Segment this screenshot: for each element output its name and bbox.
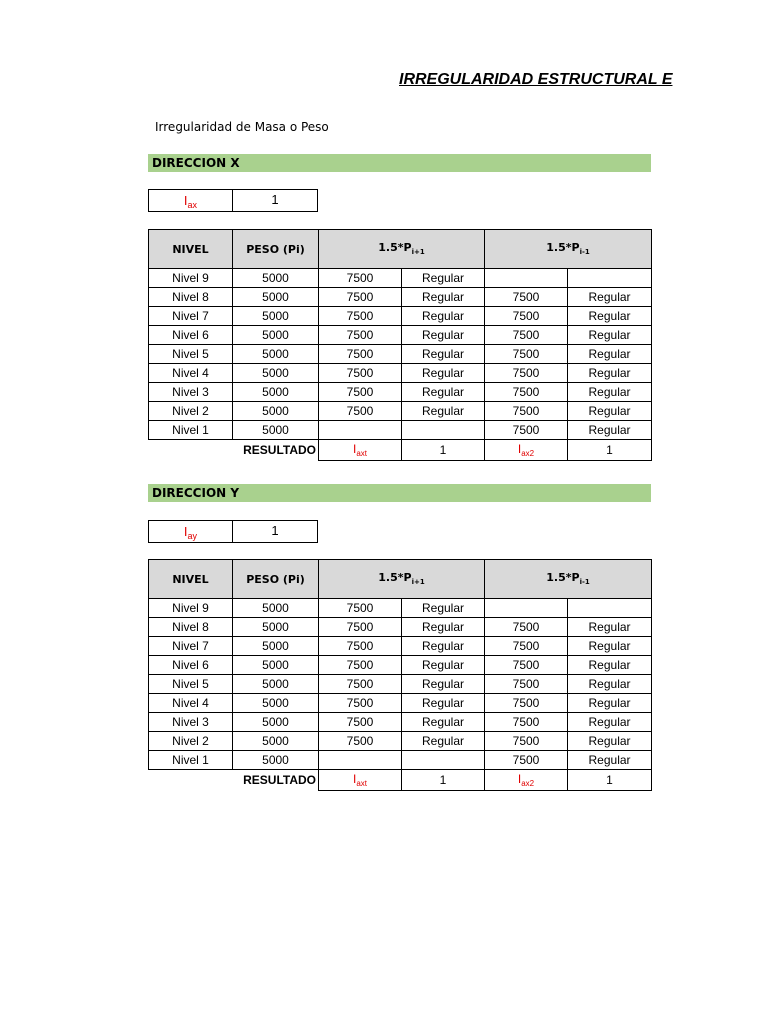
nivel-cell: Nivel 6 — [149, 326, 233, 345]
upper-value-cell: 7500 — [319, 383, 402, 402]
table-row — [149, 307, 652, 326]
upper-status-cell: Regular — [402, 383, 485, 402]
peso-cell: 5000 — [233, 402, 319, 421]
upper-value-cell: 7500 — [319, 345, 402, 364]
upper-status-cell — [402, 421, 485, 440]
nivel-cell: Nivel 9 — [149, 599, 233, 618]
lower-value-cell: 7500 — [485, 402, 568, 421]
lower-status-cell: Regular — [568, 364, 652, 383]
peso-cell: 5000 — [233, 637, 319, 656]
lower-status-cell — [568, 269, 652, 288]
table-row — [149, 326, 652, 345]
upper-value-cell: 7500 — [319, 618, 402, 637]
nivel-cell: Nivel 3 — [149, 383, 233, 402]
header-upper: $1.5*P_{i+1}$ — [319, 560, 485, 599]
lower-value-cell — [485, 269, 568, 288]
header-lower: $1.5*P_{i-1}$ — [485, 560, 652, 599]
lower-value-cell: 7500 — [485, 307, 568, 326]
lower-status-cell: Regular — [568, 713, 652, 732]
peso-cell: 5000 — [233, 421, 319, 440]
result-row — [149, 440, 652, 461]
nivel-cell: Nivel 4 — [149, 694, 233, 713]
direction-y-heading: DIRECCION Y — [148, 484, 651, 502]
peso-cell: 5000 — [233, 694, 319, 713]
mass-table-x — [148, 229, 652, 461]
lower-value-cell: 7500 — [485, 751, 568, 770]
nivel-cell: Nivel 9 — [149, 269, 233, 288]
table-row — [149, 675, 652, 694]
upper-value-cell: 7500 — [319, 732, 402, 751]
upper-status-cell: Regular — [402, 288, 485, 307]
upper-status-cell: Regular — [402, 656, 485, 675]
peso-cell: 5000 — [233, 751, 319, 770]
peso-cell: 5000 — [233, 713, 319, 732]
lower-status-cell: Regular — [568, 694, 652, 713]
lower-status-cell: Regular — [568, 675, 652, 694]
page-title: IRREGULARIDAD ESTRUCTURAL E — [399, 71, 673, 88]
section-subtitle: Irregularidad de Masa o Peso — [155, 120, 329, 134]
upper-status-cell: Regular — [402, 732, 485, 751]
peso-cell: 5000 — [233, 599, 319, 618]
upper-status-cell: Regular — [402, 345, 485, 364]
lower-value-cell: 7500 — [485, 326, 568, 345]
nivel-cell: Nivel 1 — [149, 421, 233, 440]
upper-value-cell: 7500 — [319, 713, 402, 732]
lower-value-cell: 7500 — [485, 637, 568, 656]
peso-cell: 5000 — [233, 307, 319, 326]
lower-status-cell: Regular — [568, 732, 652, 751]
upper-value-cell: 7500 — [319, 307, 402, 326]
result-factor2-label: $I_{ax2}$ — [485, 770, 568, 791]
nivel-cell: Nivel 2 — [149, 732, 233, 751]
upper-value-cell: 7500 — [319, 675, 402, 694]
upper-value-cell: 7500 — [319, 656, 402, 675]
header-peso: PESO (Pi) — [233, 560, 319, 599]
peso-cell: 5000 — [233, 675, 319, 694]
table-row — [149, 751, 652, 770]
lower-value-cell: 7500 — [485, 421, 568, 440]
result-factor1-value: 1 — [402, 770, 485, 791]
table-row — [149, 269, 652, 288]
table-row — [149, 288, 652, 307]
result-factor2-value: 1 — [568, 440, 652, 461]
upper-status-cell: Regular — [402, 269, 485, 288]
table-row — [149, 618, 652, 637]
upper-status-cell: Regular — [402, 364, 485, 383]
result-label: RESULTADO — [243, 443, 316, 458]
lower-value-cell: 7500 — [485, 656, 568, 675]
lower-status-cell: Regular — [568, 656, 652, 675]
lower-status-cell: Regular — [568, 402, 652, 421]
table-row — [149, 694, 652, 713]
lower-value-cell: 7500 — [485, 675, 568, 694]
upper-status-cell: Regular — [402, 713, 485, 732]
lower-status-cell: Regular — [568, 751, 652, 770]
upper-value-cell: 7500 — [319, 269, 402, 288]
result-factor1-label: $I_{axt}$ — [319, 440, 402, 461]
table-row — [149, 713, 652, 732]
lower-status-cell: Regular — [568, 618, 652, 637]
lower-value-cell: 7500 — [485, 732, 568, 751]
table-row — [149, 383, 652, 402]
upper-status-cell: Regular — [402, 637, 485, 656]
peso-cell: 5000 — [233, 383, 319, 402]
result-factor1-label: $I_{axt}$ — [319, 770, 402, 791]
nivel-cell: Nivel 7 — [149, 307, 233, 326]
peso-cell: 5000 — [233, 288, 319, 307]
factor-ax-value: 1 — [271, 192, 279, 207]
nivel-cell: Nivel 7 — [149, 637, 233, 656]
mass-table-y — [148, 559, 652, 791]
table-row — [149, 402, 652, 421]
upper-value-cell: 7500 — [319, 599, 402, 618]
factor-ay-value: 1 — [271, 523, 279, 538]
lower-status-cell: Regular — [568, 307, 652, 326]
header-lower: $1.5*P_{i-1}$ — [485, 230, 652, 269]
peso-cell: 5000 — [233, 656, 319, 675]
result-factor1-value: 1 — [402, 440, 485, 461]
peso-cell: 5000 — [233, 364, 319, 383]
result-factor2-label: $I_{ax2}$ — [485, 440, 568, 461]
upper-value-cell: 7500 — [319, 288, 402, 307]
upper-status-cell: Regular — [402, 326, 485, 345]
upper-value-cell: 7500 — [319, 694, 402, 713]
table-row — [149, 345, 652, 364]
header-peso: PESO (Pi) — [233, 230, 319, 269]
upper-status-cell: Regular — [402, 402, 485, 421]
table-row — [149, 732, 652, 751]
result-label: RESULTADO — [243, 773, 316, 788]
lower-status-cell — [568, 599, 652, 618]
lower-status-cell: Regular — [568, 326, 652, 345]
lower-status-cell: Regular — [568, 288, 652, 307]
lower-status-cell: Regular — [568, 637, 652, 656]
upper-value-cell: 7500 — [319, 326, 402, 345]
upper-value-cell — [319, 421, 402, 440]
lower-status-cell: Regular — [568, 383, 652, 402]
header-nivel: NIVEL — [149, 230, 233, 269]
lower-status-cell: Regular — [568, 421, 652, 440]
lower-value-cell — [485, 599, 568, 618]
lower-value-cell: 7500 — [485, 694, 568, 713]
result-row — [149, 770, 652, 791]
lower-status-cell: Regular — [568, 345, 652, 364]
upper-status-cell: Regular — [402, 599, 485, 618]
lower-value-cell: 7500 — [485, 364, 568, 383]
nivel-cell: Nivel 2 — [149, 402, 233, 421]
factor-ax-box — [148, 189, 318, 212]
lower-value-cell: 7500 — [485, 618, 568, 637]
factor-ay-box — [148, 520, 318, 543]
nivel-cell: Nivel 8 — [149, 288, 233, 307]
table-row — [149, 637, 652, 656]
peso-cell: 5000 — [233, 326, 319, 345]
peso-cell: 5000 — [233, 618, 319, 637]
factor-ay-label: $I_{ay}$ — [149, 521, 233, 542]
upper-status-cell — [402, 751, 485, 770]
header-nivel: NIVEL — [149, 560, 233, 599]
peso-cell: 5000 — [233, 269, 319, 288]
nivel-cell: Nivel 1 — [149, 751, 233, 770]
nivel-cell: Nivel 4 — [149, 364, 233, 383]
direction-x-heading: DIRECCION X — [148, 154, 651, 172]
upper-status-cell: Regular — [402, 675, 485, 694]
header-upper: $1.5*P_{i+1}$ — [319, 230, 485, 269]
upper-value-cell: 7500 — [319, 364, 402, 383]
peso-cell: 5000 — [233, 345, 319, 364]
upper-status-cell: Regular — [402, 307, 485, 326]
peso-cell: 5000 — [233, 732, 319, 751]
nivel-cell: Nivel 5 — [149, 345, 233, 364]
nivel-cell: Nivel 8 — [149, 618, 233, 637]
result-factor2-value: 1 — [568, 770, 652, 791]
table-row — [149, 421, 652, 440]
table-row — [149, 599, 652, 618]
lower-value-cell: 7500 — [485, 713, 568, 732]
nivel-cell: Nivel 3 — [149, 713, 233, 732]
lower-value-cell: 7500 — [485, 383, 568, 402]
upper-value-cell: 7500 — [319, 637, 402, 656]
lower-value-cell: 7500 — [485, 345, 568, 364]
upper-status-cell: Regular — [402, 694, 485, 713]
table-row — [149, 656, 652, 675]
table-row — [149, 364, 652, 383]
nivel-cell: Nivel 5 — [149, 675, 233, 694]
upper-status-cell: Regular — [402, 618, 485, 637]
upper-value-cell — [319, 751, 402, 770]
lower-value-cell: 7500 — [485, 288, 568, 307]
upper-value-cell: 7500 — [319, 402, 402, 421]
nivel-cell: Nivel 6 — [149, 656, 233, 675]
factor-ax-label: $I_{ax}$ — [149, 190, 233, 211]
